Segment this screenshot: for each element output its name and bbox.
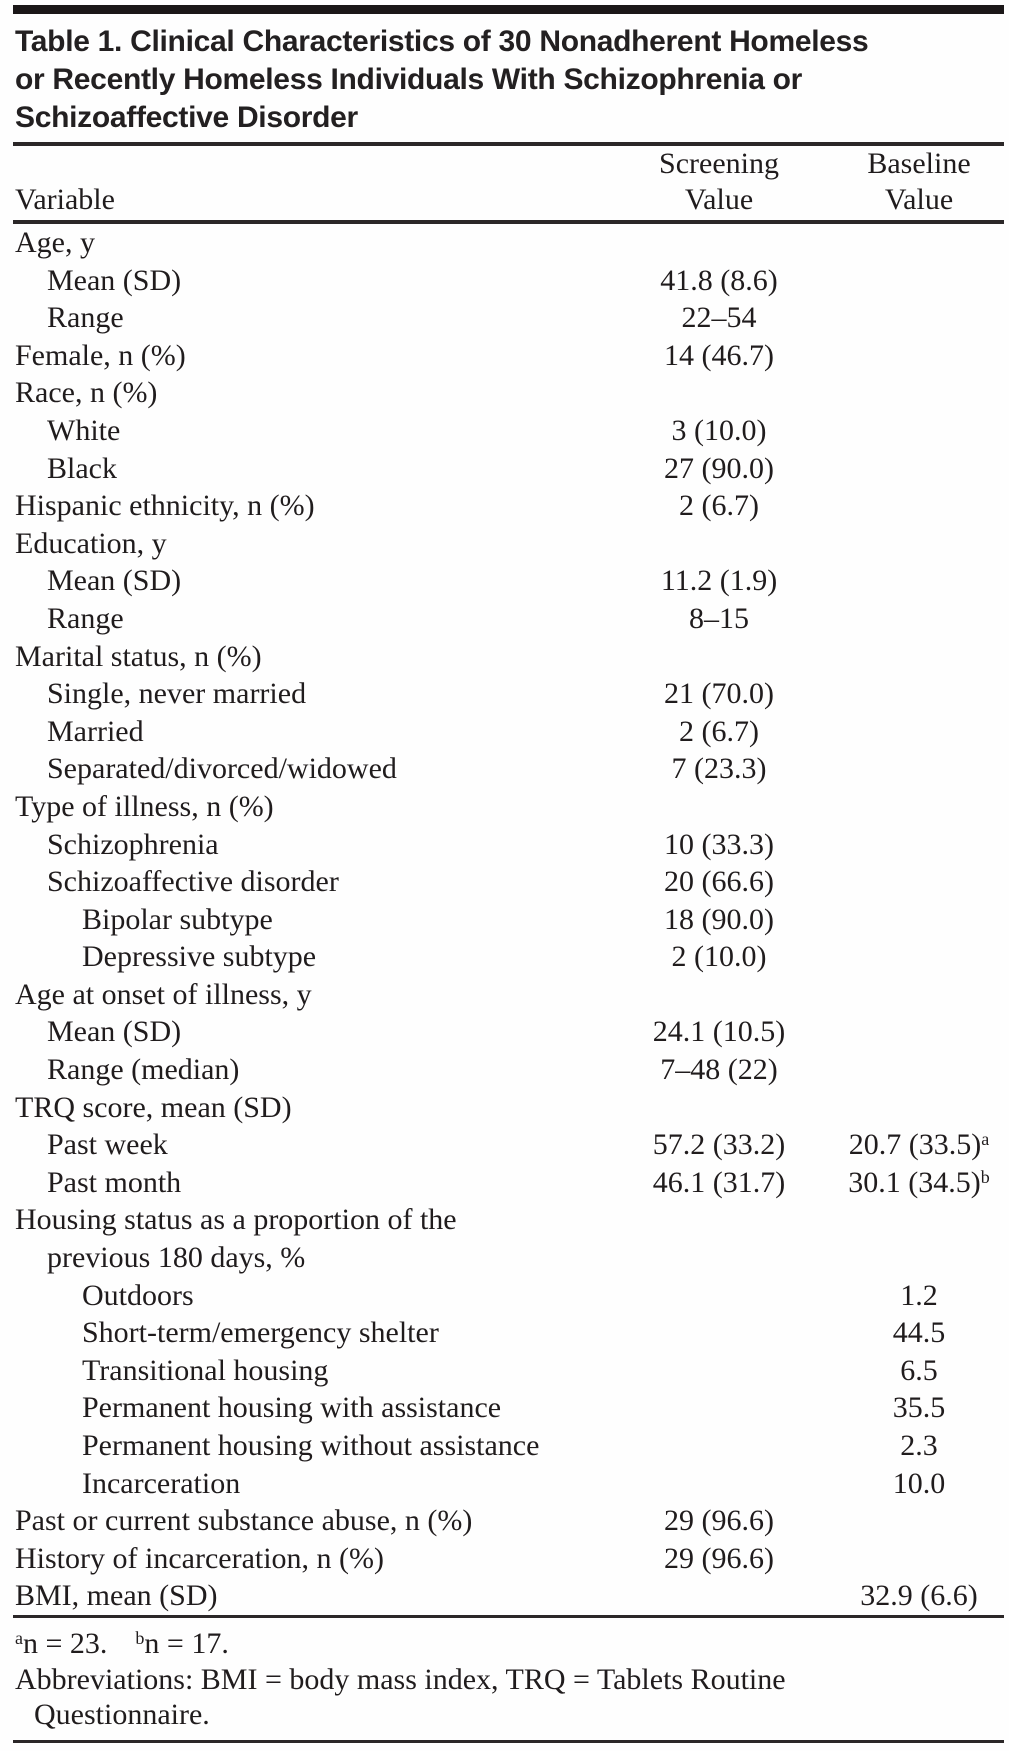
row-label: TRQ score, mean (SD) bbox=[15, 1090, 292, 1124]
table-row bbox=[15, 374, 1009, 412]
screening-value: 21 (70.0) bbox=[664, 677, 774, 711]
table-row bbox=[15, 1051, 1009, 1089]
baseline-value bbox=[829, 675, 1009, 713]
screening-value: 27 (90.0) bbox=[664, 451, 774, 485]
baseline-value bbox=[829, 826, 1009, 864]
table-row bbox=[15, 1427, 1009, 1465]
table-title bbox=[15, 23, 1001, 137]
screening-value: 57.2 (33.2) bbox=[652, 1128, 786, 1162]
row-label: Mean (SD) bbox=[47, 263, 182, 297]
screening-value bbox=[609, 374, 829, 412]
baseline-value: 30.1 $(34.5)^b$ bbox=[848, 1165, 990, 1199]
screening-value: 11.2 (1.9) bbox=[660, 564, 778, 598]
screening-value: 10 (33.3) bbox=[664, 827, 774, 861]
table-row bbox=[15, 675, 1009, 713]
screening-value: 24.1 (10.5) bbox=[652, 1015, 786, 1049]
table-row bbox=[15, 976, 1009, 1014]
table-row bbox=[15, 1465, 1009, 1503]
screening-value bbox=[609, 1201, 829, 1239]
row-label: Mean (SD) bbox=[47, 1015, 182, 1049]
footnote-abbreviations: Abbreviations: BMI = body mass index, TRQ = Tablets Routine Questionnaire. bbox=[15, 1662, 786, 1731]
baseline-value bbox=[829, 713, 1009, 751]
table-row bbox=[15, 1126, 1009, 1164]
table-row bbox=[15, 750, 1009, 788]
screening-value: 20 (66.6) bbox=[664, 865, 774, 899]
table-title-line-3: Schizoaffective Disorder bbox=[15, 101, 358, 134]
baseline-value: 32.9 (6.6) bbox=[860, 1579, 978, 1613]
screening-value bbox=[609, 1577, 829, 1615]
footnote-sample: $^a$n = 23. bbox=[15, 1626, 108, 1660]
table-row bbox=[15, 1577, 1009, 1615]
top-border-bar bbox=[13, 5, 1004, 14]
row-label: Single, never married bbox=[47, 677, 307, 711]
table-row bbox=[15, 224, 1009, 262]
footnote-marker: b bbox=[980, 1166, 990, 1187]
bottom-border-rule bbox=[13, 1740, 1004, 1743]
table-row bbox=[15, 1540, 1009, 1578]
baseline-value bbox=[829, 788, 1009, 826]
table-row bbox=[15, 713, 1009, 751]
baseline-column-header: Baseline Value bbox=[867, 147, 971, 216]
baseline-value bbox=[829, 938, 1009, 976]
screening-value bbox=[609, 525, 829, 563]
table-row bbox=[15, 938, 1009, 976]
table-row bbox=[15, 299, 1009, 337]
screening-value: 22–54 bbox=[681, 301, 757, 335]
screening-value bbox=[609, 1427, 829, 1465]
screening-value: 3 (10.0) bbox=[671, 413, 767, 447]
baseline-value: 20.7 $(33.5)^a$ bbox=[848, 1128, 990, 1162]
table-row bbox=[15, 262, 1009, 300]
table-row bbox=[15, 487, 1009, 525]
table-header-row bbox=[0, 146, 1009, 220]
table-row bbox=[15, 788, 1009, 826]
screening-value bbox=[609, 1239, 829, 1277]
table-row bbox=[15, 1201, 1009, 1239]
baseline-value bbox=[829, 1540, 1009, 1578]
table-row bbox=[15, 1314, 1009, 1352]
baseline-value bbox=[829, 262, 1009, 300]
screening-value bbox=[609, 1465, 829, 1503]
footnote-sample-sizes bbox=[15, 1626, 1001, 1662]
baseline-value bbox=[829, 976, 1009, 1014]
footnotes bbox=[0, 1618, 1009, 1732]
row-label: Female, n (%) bbox=[15, 338, 186, 372]
screening-value: 2 (10.0) bbox=[671, 940, 767, 974]
baseline-value: 6.5 bbox=[900, 1353, 938, 1387]
row-label: Schizoaffective disorder bbox=[47, 865, 339, 899]
screening-value: 8–15 bbox=[689, 601, 749, 635]
table-row bbox=[15, 412, 1009, 450]
row-label: Black bbox=[47, 451, 117, 485]
table-row bbox=[15, 337, 1009, 375]
row-label: Schizophrenia bbox=[47, 827, 219, 861]
table-body bbox=[0, 224, 1009, 1615]
baseline-value bbox=[829, 1201, 1009, 1239]
table-row bbox=[15, 600, 1009, 638]
table-title-line-2: or Recently Homeless Individuals With Schizophrenia or bbox=[15, 63, 803, 96]
baseline-value: 44.5 bbox=[892, 1316, 946, 1350]
row-label: Education, y bbox=[15, 526, 167, 560]
screening-value: 2 (6.7) bbox=[679, 714, 759, 748]
baseline-value bbox=[829, 1013, 1009, 1051]
baseline-value bbox=[829, 562, 1009, 600]
baseline-value bbox=[829, 1502, 1009, 1540]
baseline-value: 35.5 bbox=[892, 1391, 946, 1425]
screening-value: 7 (23.3) bbox=[671, 752, 767, 786]
row-label: Short-term/emergency shelter bbox=[82, 1316, 439, 1350]
table-row bbox=[15, 1164, 1009, 1202]
screening-value bbox=[609, 638, 829, 676]
variable-column-header: Variable bbox=[15, 183, 115, 216]
row-label: Permanent housing without assistance bbox=[82, 1429, 540, 1462]
baseline-value bbox=[829, 750, 1009, 788]
row-label: Past week bbox=[47, 1128, 168, 1162]
table-row bbox=[15, 525, 1009, 563]
row-label: Permanent housing with assistance bbox=[82, 1391, 502, 1425]
table-row bbox=[15, 863, 1009, 901]
row-label: Race, n (%) bbox=[15, 376, 158, 410]
baseline-value bbox=[829, 863, 1009, 901]
screening-value bbox=[609, 1089, 829, 1127]
baseline-value: 10.0 bbox=[892, 1466, 946, 1500]
table-row bbox=[15, 450, 1009, 488]
row-label: Marital status, n (%) bbox=[15, 639, 262, 673]
table-row bbox=[15, 1013, 1009, 1051]
row-label-continuation: previous 180 days, % bbox=[47, 1241, 306, 1275]
table-row bbox=[15, 1239, 1009, 1277]
screening-value bbox=[609, 1277, 829, 1315]
screening-column-header: Screening Value bbox=[659, 147, 779, 216]
baseline-value bbox=[829, 450, 1009, 488]
footnote-marker: a bbox=[15, 1627, 23, 1648]
baseline-value bbox=[829, 412, 1009, 450]
screening-value: 46.1 (31.7) bbox=[652, 1165, 786, 1199]
row-label: Bipolar subtype bbox=[82, 902, 273, 936]
table-row bbox=[15, 1352, 1009, 1390]
row-label: Housing status as a proportion of the bbox=[15, 1203, 457, 1237]
screening-value: 14 (46.7) bbox=[664, 338, 774, 372]
baseline-value bbox=[829, 1239, 1009, 1277]
footnote-marker: a bbox=[981, 1129, 990, 1150]
screening-value: 7–48 (22) bbox=[660, 1053, 778, 1087]
table-row bbox=[15, 1089, 1009, 1127]
footnote-sample: $^b$n = 17. bbox=[135, 1626, 229, 1660]
row-label: White bbox=[47, 413, 121, 447]
row-label: Type of illness, n (%) bbox=[15, 789, 274, 823]
table-row bbox=[15, 901, 1009, 939]
screening-value bbox=[609, 224, 829, 262]
row-label: Separated/divorced/widowed bbox=[47, 752, 397, 786]
baseline-value bbox=[829, 487, 1009, 525]
screening-value bbox=[609, 788, 829, 826]
baseline-value: 1.2 bbox=[900, 1278, 938, 1312]
row-label: Age at onset of illness, y bbox=[15, 977, 312, 1011]
table-row bbox=[15, 1389, 1009, 1427]
screening-value: 2 (6.7) bbox=[679, 489, 759, 523]
row-label: Outdoors bbox=[82, 1278, 194, 1312]
row-label: Range bbox=[47, 601, 124, 635]
row-label: Married bbox=[47, 714, 144, 748]
row-label: History of incarceration, n (%) bbox=[15, 1541, 385, 1575]
baseline-value bbox=[829, 600, 1009, 638]
screening-value: 41.8 (8.6) bbox=[660, 263, 778, 297]
baseline-value bbox=[829, 525, 1009, 563]
baseline-value bbox=[829, 1089, 1009, 1127]
row-label: Past month bbox=[47, 1165, 182, 1199]
baseline-value bbox=[829, 901, 1009, 939]
table-row bbox=[15, 562, 1009, 600]
row-label: Incarceration bbox=[82, 1466, 241, 1500]
row-label: Hispanic ethnicity, n (%) bbox=[15, 489, 315, 523]
baseline-value bbox=[829, 638, 1009, 676]
screening-value: 29 (96.6) bbox=[664, 1504, 774, 1538]
table-row bbox=[15, 638, 1009, 676]
baseline-value bbox=[829, 299, 1009, 337]
screening-value bbox=[609, 1389, 829, 1427]
row-label: Range bbox=[47, 301, 124, 335]
row-label: Range (median) bbox=[47, 1053, 240, 1087]
row-label: Age, y bbox=[15, 226, 95, 259]
table-row bbox=[15, 1502, 1009, 1540]
row-label: Depressive subtype bbox=[82, 940, 317, 974]
table-row bbox=[15, 1277, 1009, 1315]
table-title-line-1: Table 1. Clinical Characteristics of 30 Nonadherent Homeless bbox=[15, 25, 869, 58]
screening-value bbox=[609, 976, 829, 1014]
baseline-value bbox=[829, 374, 1009, 412]
footnote-marker: b bbox=[135, 1627, 145, 1648]
row-label: Mean (SD) bbox=[47, 564, 182, 598]
baseline-value bbox=[829, 1051, 1009, 1089]
row-label: BMI, mean (SD) bbox=[15, 1579, 218, 1613]
screening-value bbox=[609, 1314, 829, 1352]
baseline-value: 2.3 bbox=[900, 1429, 938, 1462]
row-label: Past or current substance abuse, n (%) bbox=[15, 1504, 473, 1538]
table-row bbox=[15, 826, 1009, 864]
screening-value: 29 (96.6) bbox=[664, 1541, 774, 1575]
baseline-value bbox=[829, 224, 1009, 262]
baseline-value bbox=[829, 337, 1009, 375]
screening-value: 18 (90.0) bbox=[664, 902, 774, 936]
row-label: Transitional housing bbox=[82, 1353, 329, 1387]
screening-value bbox=[609, 1352, 829, 1390]
